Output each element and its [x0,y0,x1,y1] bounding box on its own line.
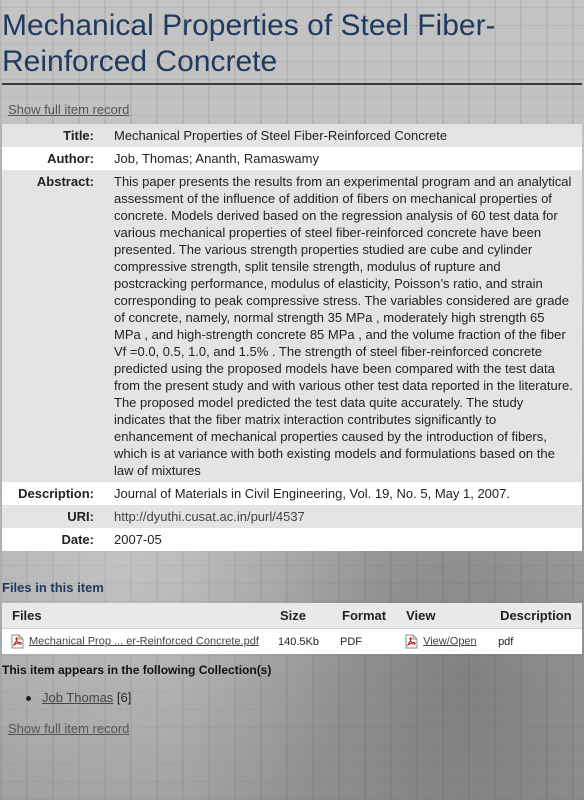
page-title: Mechanical Properties of Steel Fiber-Reinforced Concrete [2,9,496,78]
metadata-row-abstract [2,170,582,482]
metadata-label-title: Title: [2,124,108,147]
metadata-label-uri: URI: [2,505,108,528]
metadata-row-title [2,124,582,147]
files-col-view: View [396,603,490,629]
uri-link[interactable]: http://dyuthi.cusat.ac.in/purl/4537 [114,509,305,524]
metadata-row-uri [2,505,582,528]
collection-count: [6] [116,690,132,705]
show-full-record-link-top[interactable]: Show full item record [8,102,130,117]
metadata-value-uri-cell [108,505,582,528]
metadata-value-description: Journal of Materials in Civil Engineering, Vol. 19, No. 5, May 1, 2007. [108,482,582,505]
title-divider [2,83,582,85]
collection-link-job-thomas[interactable]: Job Thomas [42,690,114,705]
list-item [24,690,131,705]
metadata-row-date [2,528,582,551]
file-download-link[interactable]: Mechanical Prop ... er-Reinforced Concrete.pdf [29,635,259,648]
item-metadata-table [2,124,582,551]
collections-list [24,690,131,705]
file-name-cell [2,629,270,655]
metadata-row-description [2,482,582,505]
metadata-row-author [2,147,582,170]
metadata-label-description: Description: [2,482,108,505]
files-col-size: Size [270,603,332,629]
pdf-icon[interactable] [404,634,419,649]
file-format: PDF [332,629,396,655]
file-size: 140.5Kb [270,629,332,655]
files-col-format: Format [332,603,396,629]
metadata-value-abstract: This paper presents the results from an experimental program and an analytical assessment of the influence of addition of fibers on mechanical properties of concrete. Models derived based on the regression analysis of 60 test data for various mechanical properties of steel fiber-reinforced concrete have been presented. The various strength properties studied are cube and cylinder compressive strength, split tensile strength, modulus of rupture and postcracking performance, modulus of elasticity, Poisson’s ratio, and strain corresponding to peak compressive stress. The variables considered are grade of concrete, namely, normal strength 35 MPa , moderately high strength 65 MPa , and high-strength concrete 85 MPa , and the volume fraction of the fiber Vf =0.0, 0.5, 1.0, and 1.5% . The strength of steel fiber-reinforced concrete predicted using the proposed models have been compared with the test data from the present study and with various other test data reported in the literature. The proposed model predicted the test data quite accurately. The study indicates that the fiber matrix interaction contributes significantly to enhancement of mechanical properties caused by the introduction of fibers, which is at variance with both existing models and formulations based on the law of mixtures [108,170,582,482]
view-open-link[interactable]: View/Open [423,635,477,648]
metadata-label-abstract: Abstract: [2,170,108,482]
bullet-icon [26,696,31,701]
files-table [2,603,582,654]
files-col-description: Description [490,603,582,629]
collections-heading: This item appears in the following Collection(s) [2,663,272,677]
file-description: pdf [490,629,582,655]
show-full-record-link-bottom[interactable]: Show full item record [8,721,130,736]
metadata-label-date: Date: [2,528,108,551]
metadata-value-title: Mechanical Properties of Steel Fiber-Reinforced Concrete [108,124,582,147]
files-col-files: Files [2,603,270,629]
files-section-heading: Files in this item [2,580,104,595]
table-row [2,629,582,655]
pdf-icon [10,634,25,649]
metadata-value-author: Job, Thomas; Ananth, Ramaswamy [108,147,582,170]
metadata-label-author: Author: [2,147,108,170]
files-header-row [2,603,582,629]
file-view-cell [396,629,490,655]
metadata-value-date: 2007-05 [108,528,582,551]
